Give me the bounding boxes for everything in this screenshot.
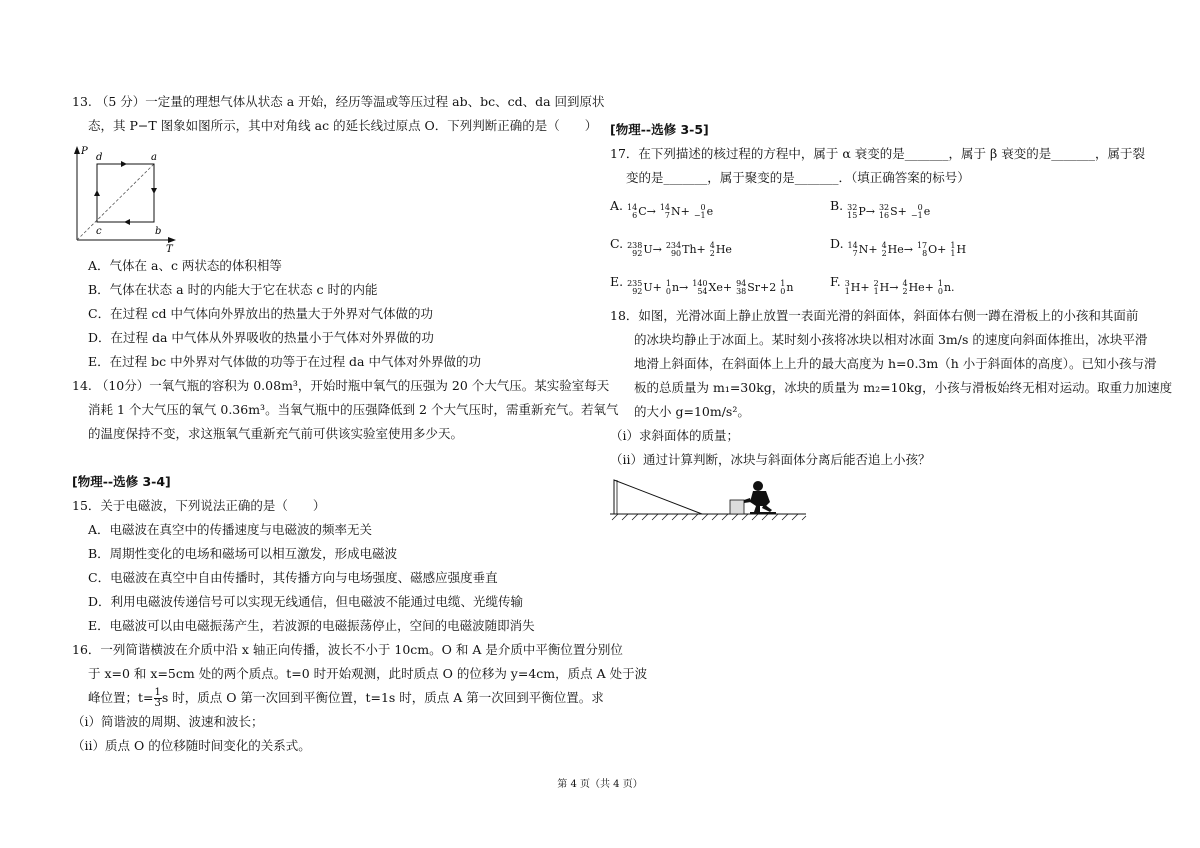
option-f-letter: F.: [830, 274, 841, 289]
option-b-letter: B.: [830, 198, 844, 213]
q18-line5: 的大小 g=10m/s²。: [634, 404, 750, 419]
q18-line4: 板的总质量为 m₁=30kg，冰块的质量为 m₂=10kg，小孩与滑板始终无相对运动。取重力加速度: [634, 380, 1173, 395]
q18-sub2: （ii）通过计算判断，冰块与斜面体分离后能否追上小孩？: [610, 452, 931, 467]
q17-option-c: C. 238 92 U→ 234 90 Th+ 4 2 He: [610, 236, 732, 258]
q16-sub1: （i）简谐波的周期、波速和波长；: [72, 714, 264, 729]
graph-b-label: b: [155, 226, 162, 237]
q18-line3: 地滑上斜面体，在斜面体上上升的最大高度为 h=0.3m（h 小于斜面体的高度）。已知小孩与滑: [634, 356, 1157, 371]
q17-line2: 变的是_______，属于聚变的是_______．（填正确答案的标号）: [626, 170, 970, 185]
q15-option-a: A．电磁波在真空中的传播速度与电磁波的频率无关: [88, 522, 373, 537]
left-column: [72, 90, 648, 758]
q14-line3: 的温度保持不变，求这瓶氧气重新充气前可供该实验室使用多少天。: [88, 426, 464, 441]
q17-option-f: F. 3 1 H+ 2 1 H→ 4 2 He+ 1 0 n.: [830, 274, 955, 296]
q13-option-d: D．在过程 da 中气体从外界吸收的热量小于气体对外界做的功: [88, 330, 434, 345]
q13-option-b: B．气体在状态 a 时的内能大于它在状态 c 时的内能: [88, 282, 378, 297]
q17-option-a: A. 14 6 C→ 14 7 N+ 0 −1 e: [610, 198, 714, 220]
q17-options-row-1: [610, 190, 1140, 228]
q13-option-e: E．在过程 bc 中外界对气体做的功等于在过程 da 中气体对外界做的功: [88, 354, 481, 369]
ice-block: [730, 500, 744, 514]
q16-sub2: （ii）质点 O 的位移随时间变化的关系式。: [72, 738, 311, 753]
q18-sub1: （i）求斜面体的质量；: [610, 428, 739, 443]
graph-a-label: a: [151, 152, 157, 163]
section-3-5-heading: [物理--选修 3-5]: [610, 122, 709, 137]
option-c-letter: C.: [610, 236, 624, 251]
section-3-4-heading: [物理--选修 3-4]: [72, 474, 171, 489]
graph-t-label: T: [166, 244, 173, 254]
q16-line2: 于 x=0 和 x=5cm 处的两个质点。t=0 时开始观测，此时质点 O 的位移为 y=4cm，质点 A 处于波: [88, 666, 648, 681]
frac-denominator: 3: [154, 698, 161, 709]
q16-line3: [72, 686, 604, 710]
incline-child-figure: [610, 476, 810, 524]
pt-graph: [72, 144, 192, 254]
q13-line2: 态，其 P−T 图象如图所示，其中对角线 ac 的延长线过原点 O．下列判断正确的是（ ）: [88, 118, 598, 133]
q18-line1: 18．如图，光滑冰面上静止放置一表面光滑的斜面体，斜面体右侧一蹲在滑板上的小孩和其面前: [610, 308, 1139, 323]
q15-option-b: B．周期性变化的电场和磁场可以相互激发，形成电磁波: [88, 546, 398, 561]
q13-option-a: A．气体在 a、c 两状态的体积相等: [88, 258, 282, 273]
q13-line1: 13. （5 分）一定量的理想气体从状态 a 开始，经历等温或等压过程 ab、bc、cd、da 回到原状: [72, 94, 605, 109]
graph-p-label: P: [81, 146, 88, 157]
q17-line1: 17．在下列描述的核过程的方程中，属于 α 衰变的是_______，属于 β 衰变的是_______，属于裂: [610, 146, 1145, 161]
child-silhouette: [744, 481, 776, 514]
q15-option-e: E．电磁波可以由电磁振荡产生，若波源的电磁振荡停止，空间的电磁波随即消失: [88, 618, 535, 633]
q16-line1: 16．一列简谐横波在介质中沿 x 轴正向传播，波长不小于 10cm。O 和 A 是介质中平衡位置分别位: [72, 642, 623, 657]
q17-options-row-2: [610, 228, 1140, 266]
q15-stem: 15．关于电磁波，下列说法正确的是（ ）: [72, 498, 326, 513]
q15-option-d: D．利用电磁波传递信号可以实现无线通信，但电磁波不能通过电缆、光缆传输: [88, 594, 524, 609]
q17-option-d: D. 14 7 N+ 4 2 He→ 17 8 O+ 1 1 H: [830, 236, 967, 258]
graph-c-label: c: [96, 226, 102, 237]
q16-line3-pre: 峰位置；t=: [88, 690, 154, 705]
q17-options-row-3: [610, 266, 1140, 304]
q15-option-c: C．电磁波在真空中自由传播时，其传播方向与电场强度、磁感应强度垂直: [88, 570, 498, 585]
q16-line3-post: s 时，质点 O 第一次回到平衡位置，t=1s 时，质点 A 第一次回到平衡位置。求: [161, 690, 604, 705]
option-a-letter: A.: [610, 198, 624, 213]
page-footer: 第 4 页（共 4 页）: [557, 779, 643, 790]
q17-option-b: B. 32 15 P→ 32 16 S+ 0 −1 e: [830, 198, 931, 220]
q17-option-e: E. 235 92 U+ 1 0 n→ 140 54 Xe+ 94 38 Sr+2 1 0 n: [610, 274, 794, 296]
q14-line1: 14. （10分）一氧气瓶的容积为 0.08m³，开始时瓶中氧气的压强为 20 个大气压。某实验室每天: [72, 378, 610, 393]
frac-numerator: 1: [154, 687, 161, 698]
option-d-letter: D.: [830, 236, 844, 251]
graph-d-label: d: [96, 152, 103, 163]
option-e-letter: E.: [610, 274, 624, 289]
q14-line2: 消耗 1 个大气压的氧气 0.36m³。当氧气瓶中的压强降低到 2 个大气压时，需重新充气。若氧气: [88, 402, 619, 417]
fraction-one-third: [154, 688, 162, 709]
q18-line2: 的冰块均静止于冰面上。某时刻小孩将冰块以相对冰面 3m/s 的速度向斜面体推出，冰块平滑: [634, 332, 1148, 347]
right-column: [610, 118, 1173, 524]
q13-option-c: C．在过程 cd 中气体向外界放出的热量大于外界对气体做的功: [88, 306, 434, 321]
